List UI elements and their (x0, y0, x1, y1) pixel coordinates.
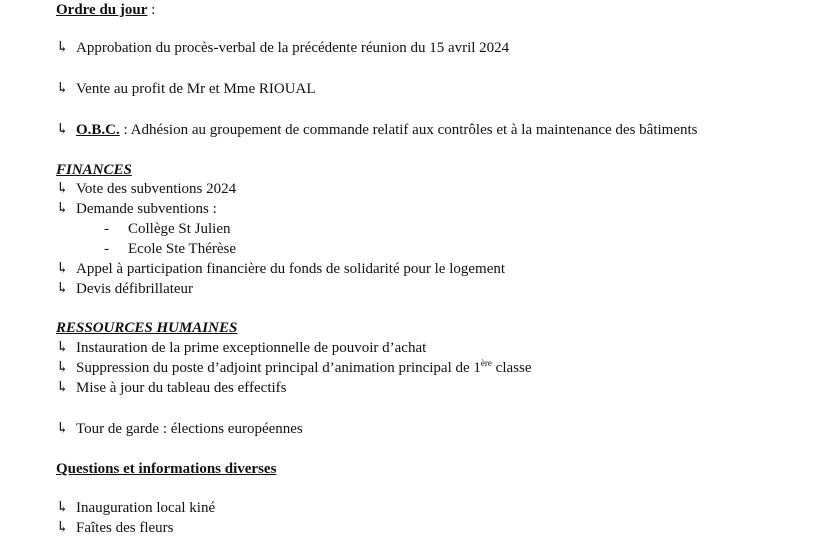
item-vente-text: Vente au profit de Mr et Mme RIOUAL (76, 81, 316, 97)
arrow-icon: ↳ (56, 520, 69, 536)
subitem-college (104, 219, 231, 239)
item-appel (56, 259, 505, 279)
arrow-icon: ↳ (56, 261, 69, 277)
arrow-icon: ↳ (56, 201, 69, 217)
item-devis (56, 279, 193, 299)
questions-heading: Questions et informations diverses (56, 461, 277, 477)
item-tour-de-garde (56, 419, 303, 439)
dash-bullet: - (104, 221, 109, 237)
item-vente (56, 79, 316, 99)
arrow-icon: ↳ (56, 122, 69, 138)
finances-heading-line (56, 160, 132, 180)
arrow-icon: ↳ (56, 360, 69, 376)
agenda-title-line (56, 0, 155, 20)
item-inauguration-text: Inauguration local kiné (76, 500, 216, 516)
item-demande-text: Demande subventions : (76, 201, 217, 217)
item-vote (56, 179, 236, 199)
arrow-icon: ↳ (56, 181, 69, 197)
arrow-icon: ↳ (56, 421, 69, 437)
item-suppression-suffix: classe (491, 360, 532, 376)
arrow-icon: ↳ (56, 500, 69, 516)
finances-heading: FINANCES (56, 162, 132, 178)
arrow-icon: ↳ (56, 380, 69, 396)
dash-bullet: - (104, 241, 109, 257)
item-obc (56, 120, 698, 140)
subitem-college-text: Collège St Julien (128, 221, 231, 237)
item-mise-a-jour-text: Mise à jour du tableau des effectifs (76, 380, 287, 396)
item-obc-text: : Adhésion au groupement de commande relatif aux contrôles et à la maintenance des bâtiments (119, 122, 698, 138)
item-suppression-superscript: ère (480, 358, 492, 368)
item-vote-text: Vote des subventions 2024 (76, 181, 237, 197)
item-pv (56, 38, 509, 58)
arrow-icon: ↳ (56, 40, 69, 56)
agenda-title-suffix: : (147, 2, 156, 18)
item-mise-a-jour (56, 378, 286, 398)
item-fetes-text: Faîtes des fleurs (76, 520, 174, 536)
item-obc-label: O.B.C. (76, 122, 120, 138)
arrow-icon: ↳ (56, 81, 69, 97)
item-inauguration (56, 498, 215, 518)
item-tour-de-garde-text: Tour de garde : élections européennes (76, 421, 303, 437)
item-suppression (56, 358, 532, 378)
item-demande (56, 199, 217, 219)
arrow-icon: ↳ (56, 281, 69, 297)
item-instauration-text: Instauration de la prime exceptionnelle de pouvoir d’achat (76, 340, 427, 356)
agenda-title: Ordre du jour (56, 2, 148, 18)
item-suppression-text: Suppression du poste d’adjoint principal d’animation principal de 1 (76, 360, 481, 376)
item-appel-text: Appel à participation financière du fonds de solidarité pour le logement (76, 261, 506, 277)
arrow-icon: ↳ (56, 340, 69, 356)
subitem-ecole (104, 239, 236, 259)
item-devis-text: Devis défibrillateur (76, 281, 194, 297)
item-pv-text: Approbation du procès-verbal de la précédente réunion du 15 avril 2024 (76, 40, 510, 56)
subitem-ecole-text: Ecole Ste Thérèse (128, 241, 237, 257)
item-fetes (56, 518, 173, 538)
rh-heading: RESSOURCES HUMAINES (56, 320, 238, 336)
rh-heading-line (56, 318, 237, 338)
item-instauration (56, 338, 426, 358)
questions-heading-line (56, 459, 276, 479)
